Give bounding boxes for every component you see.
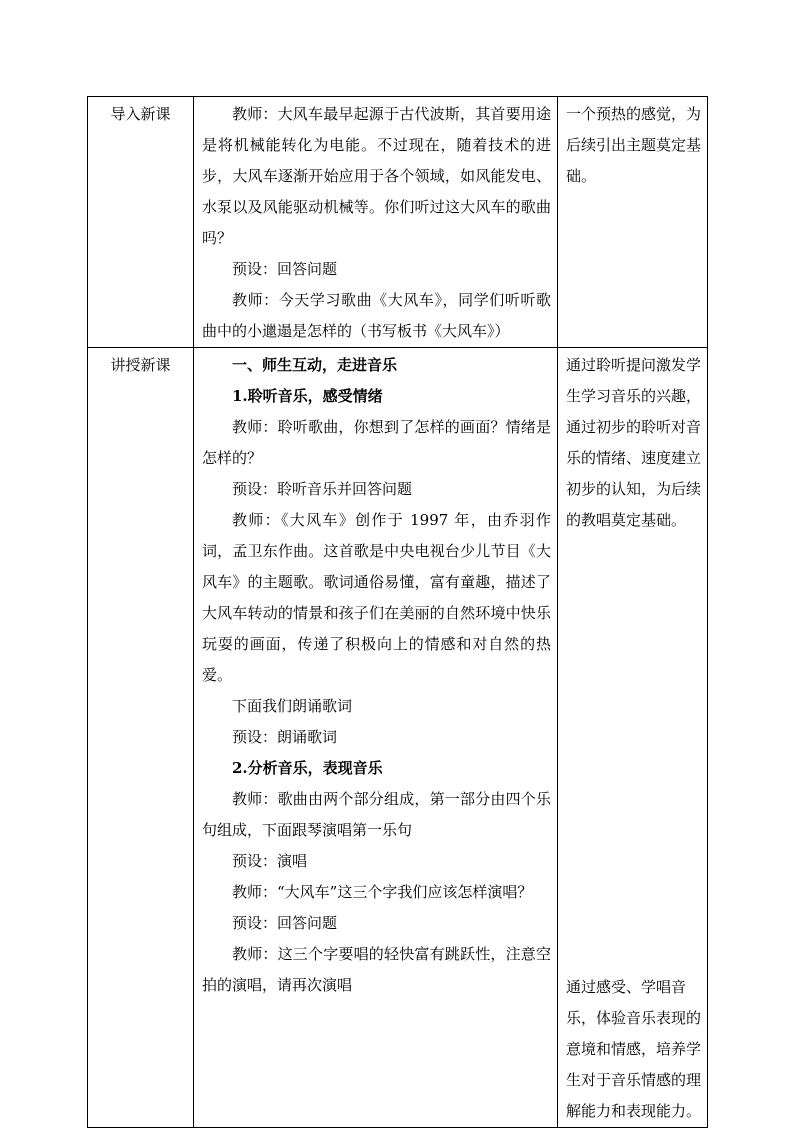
teaching-note-2: 通过感受、学唱音乐，体验音乐表现的意境和情感，培养学生对于音乐情感的理解能力和表现能力。 (566, 978, 702, 1120)
intro-content-cell (194, 97, 558, 348)
intro-note: 一个预热的感觉，为后续引出主题莫定基础。 (566, 105, 702, 185)
teaching-subheading: 1.聆听音乐，感受情绪 (232, 387, 383, 405)
intro-paragraph: 预设：回答问题 (232, 260, 338, 278)
note-spacer (566, 536, 703, 972)
teaching-paragraph: 教师：“大风车”这三个字我们应该怎样演唱？ (232, 883, 533, 901)
teaching-paragraph: 教师：聆听歌曲，你想到了怎样的画面？情绪是怎样的？ (202, 418, 551, 467)
teaching-content-cell (194, 348, 558, 1128)
teaching-paragraph: 预设：聆听音乐并回答问题 (232, 480, 413, 498)
section-label-intro: 导入新课 (88, 97, 194, 348)
teaching-note-cell (558, 348, 708, 1128)
teaching-paragraph: 预设：演唱 (232, 852, 308, 870)
teaching-paragraph: 预设：回答问题 (232, 914, 338, 932)
teaching-paragraph: 下面我们朗诵歌词 (232, 697, 353, 715)
section-label-teaching: 讲授新课 (88, 348, 194, 1128)
table-row-intro (88, 97, 708, 348)
lesson-plan-table (87, 96, 708, 1128)
teaching-paragraph: 教师：《大风车》创作于 1997 年，由乔羽作词，孟卫东作曲。这首歌是中央电视台少儿节目《大风车》的主题歌。歌词通俗易懂，富有童趣，描述了大风车转动的情景和孩子们在美丽的自然环境中快乐玩耍的画面，传递了积极向上的情感和对自然的热爱。 (202, 511, 551, 684)
intro-paragraph: 教师：今天学习歌曲《大风车》，同学们听听歌曲中的小邋遢是怎样的（书写板书《大风车》） (202, 291, 551, 340)
teaching-subheading: 2.分析音乐，表现音乐 (232, 759, 383, 777)
teaching-note-1: 通过聆听提问激发学生学习音乐的兴趣，通过初步的聆听对音乐的情绪、速度建立初步的认知，为后续的教唱莫定基础。 (566, 356, 702, 529)
teaching-paragraph: 教师：歌曲由两个部分组成，第一部分由四个乐句组成，下面跟琴演唱第一乐句 (202, 790, 551, 839)
intro-paragraph: 教师：大风车最早起源于古代波斯，其首要用途是将机械能转化为电能。不过现在，随着技术的进步，大风车逐渐开始应用于各个领域，如风能发电、水泵以及风能驱动机械等。你们听过这大风车的歌曲吗？ (202, 105, 551, 247)
teaching-heading: 一、师生互动，走进音乐 (232, 356, 398, 374)
teaching-paragraph: 预设：朗诵歌词 (232, 728, 338, 746)
teaching-paragraph: 教师：这三个字要唱的轻快富有跳跃性，注意空拍的演唱，请再次演唱 (202, 945, 551, 994)
intro-note-cell (558, 97, 708, 348)
table-row-teaching (88, 348, 708, 1128)
